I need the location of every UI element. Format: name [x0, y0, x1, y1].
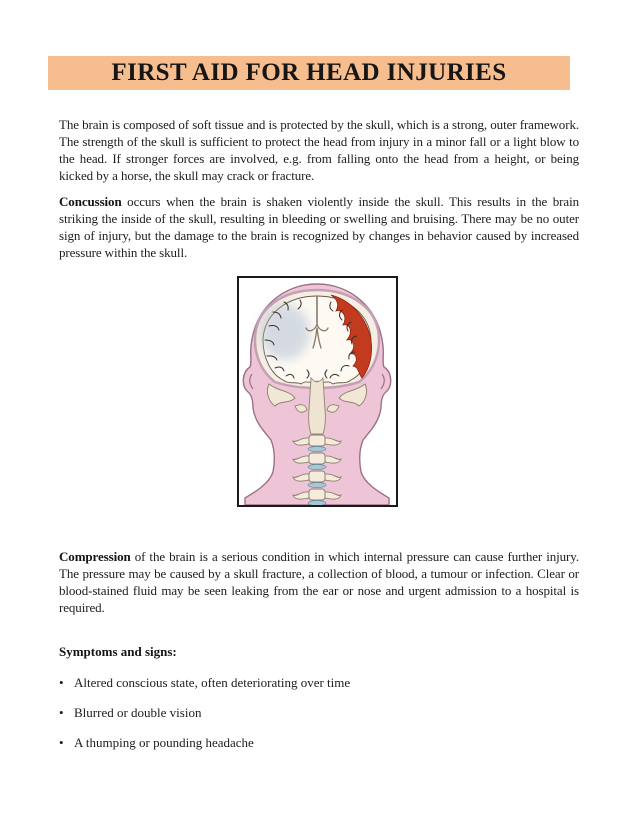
- list-item-text: Altered conscious state, often deteriorating over time: [74, 675, 351, 690]
- bruise-shading: [260, 304, 310, 360]
- bullet-marker: •: [59, 675, 64, 690]
- paragraph-text: The brain is composed of soft tissue and is protected by the skull, which is a strong, outer framework. The strength of the skull is sufficient to protect the head from injury in a minor fall or a light blow to the head. If stronger forces are involved, e.g. from falling onto the head from a height, or being kicked by a horse, the skull may crack or fracture.: [59, 117, 579, 183]
- document-content: [59, 116, 579, 751]
- list-item: [59, 674, 579, 691]
- paragraph-concussion: [59, 193, 579, 261]
- head-cross-section-illustration: [239, 278, 396, 505]
- paragraph-text: of the brain is a serious condition in which internal pressure can cause further injury. The pressure may be caused by a skull fracture, a collection of blood, a tumour or infection. Clear or blood-stained fluid may be seen leaking from the ear or nose and urgent admission to a hospital is required.: [59, 549, 579, 615]
- head-injury-figure: [237, 276, 398, 507]
- title-banner: [48, 56, 570, 90]
- term-bold: Concussion: [59, 194, 122, 209]
- symptoms-heading: Symptoms and signs:: [59, 644, 177, 659]
- list-item: [59, 734, 579, 751]
- symptoms-list: [59, 674, 579, 751]
- paragraph-compression: [59, 548, 579, 616]
- bullet-marker: •: [59, 705, 64, 720]
- bullet-marker: •: [59, 735, 64, 750]
- list-item: [59, 704, 579, 721]
- term-bold: Compression: [59, 549, 131, 564]
- list-item-text: A thumping or pounding headache: [74, 735, 254, 750]
- page-title: FIRST AID FOR HEAD INJURIES: [111, 59, 507, 86]
- brainstem: [309, 378, 326, 434]
- paragraph-text: occurs when the brain is shaken violently inside the skull. This results in the brain striking the inside of the skull, resulting in bleeding or swelling and bruising. There may be no outer sign of injury, but the damage to the brain is recognized by changes in behavior caused by increased pressure within the skull.: [59, 194, 579, 260]
- paragraph-intro: [59, 116, 579, 184]
- list-item-text: Blurred or double vision: [74, 705, 202, 720]
